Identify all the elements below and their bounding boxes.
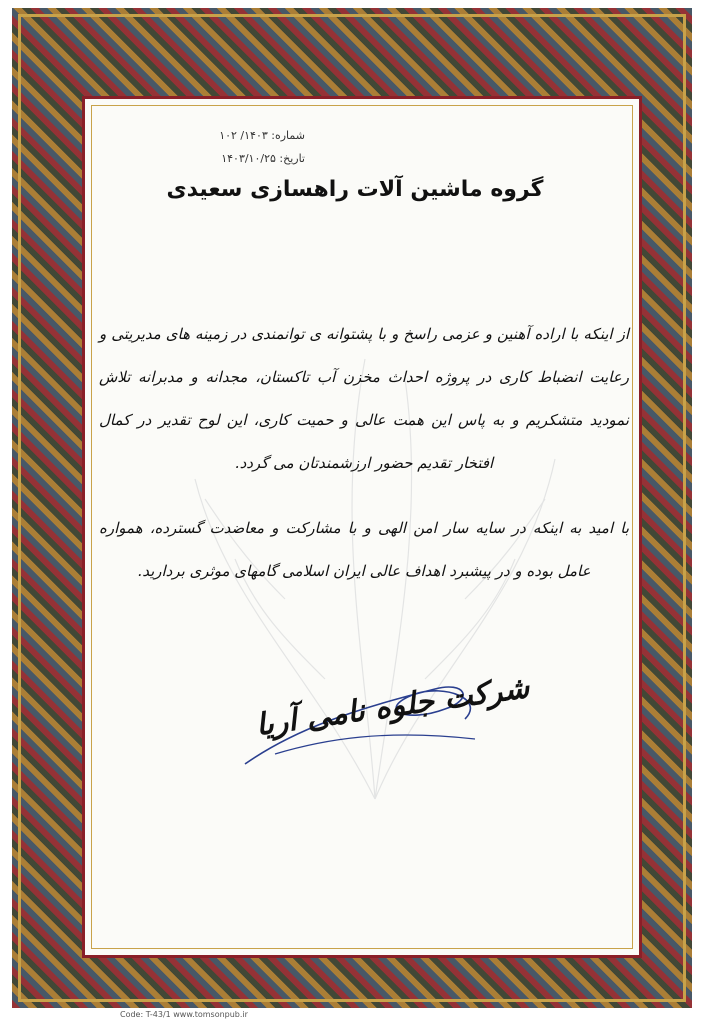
issuer-signature: شرکت جلوه نامی آریا xyxy=(253,670,532,744)
certificate-body xyxy=(99,313,629,615)
print-footer xyxy=(40,1010,660,1026)
certificate-panel xyxy=(82,96,642,958)
reference-date: تاریخ: ۱۴۰۳/۱۰/۲۵ xyxy=(221,152,305,165)
print-code: Code: T-43/1 www.tomsonpub.ir xyxy=(120,1010,248,1019)
body-paragraph-1: از اینکه با اراده آهنین و عزمی راسخ و با پشتوانه ی توانمندی در زمینه های مدیریتی و رعایت انضباط کاری در پروژه احداث مخزن آب تاکستان، مجدانه و مدبرانه تلاش نمودید متشکریم و به پاس این همت عالی و حمیت کاری، این لوح تقدیر در کمال افتخار تقدیم حضور ارزشمندتان می گردد. xyxy=(99,325,629,472)
reference-block xyxy=(185,129,305,175)
reference-number: شماره: ۱۴۰۳/ ۱۰۲ xyxy=(219,129,305,142)
certificate-title: گروه ماشین آلات راهسازی سعیدی xyxy=(166,177,544,202)
body-paragraph-2: با امید به اینکه در سایه سار امن الهی و با مشارکت و معاضدت گسترده، همواره عامل بوده و در پیشبرد اهداف عالی ایران اسلامی گامهای موثری بردارید. xyxy=(99,519,629,580)
ornamental-border xyxy=(12,8,692,1008)
